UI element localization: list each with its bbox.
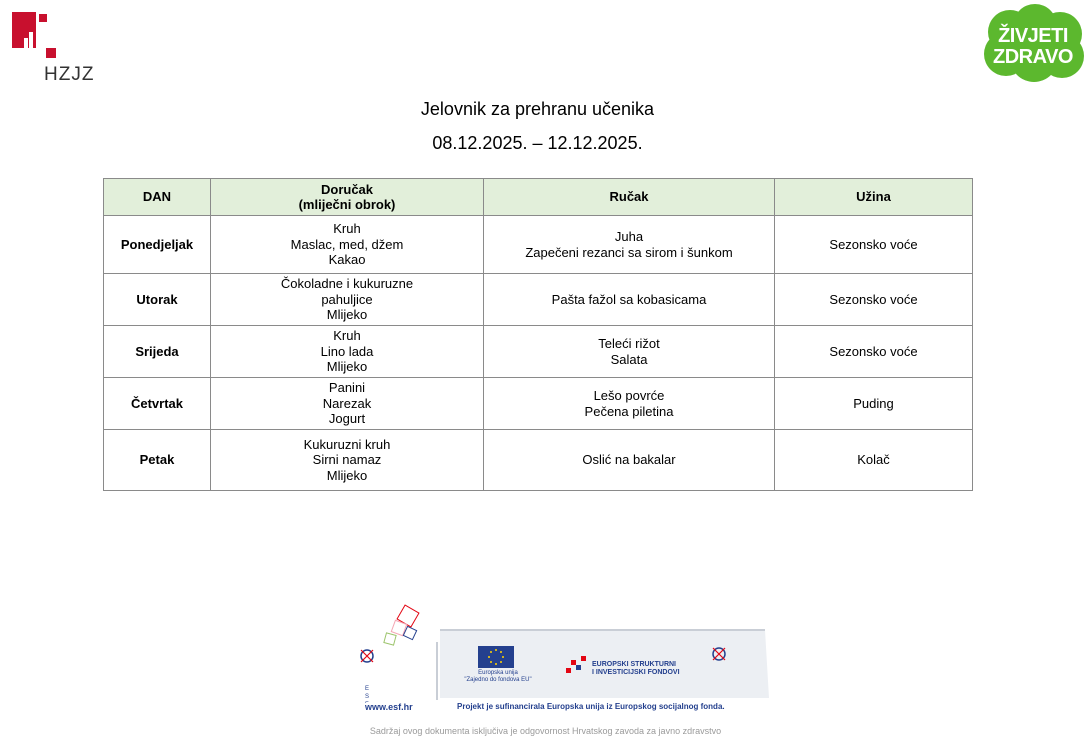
menu-table (103, 178, 973, 491)
table-row (104, 326, 973, 378)
header-day: DAN (104, 179, 211, 216)
esif-label: EUROPSKI STRUKTURNI I INVESTICIJSKI FONDOVI (592, 661, 680, 676)
lunch-cell: Pašta fažol sa kobasicama (484, 274, 775, 326)
table-row (104, 216, 973, 274)
snack-cell: Sezonsko voće (775, 216, 973, 274)
header-lunch: Ručak (484, 179, 775, 216)
svg-text:S: S (365, 694, 370, 700)
esf-banner-icon (345, 598, 775, 703)
zivjeti-zdravo-text (980, 26, 1086, 68)
day-cell: Četvrtak (104, 378, 211, 430)
funding-note: Projekt je sufinancirala Europska unija iz Europskog socijalnog fonda. (457, 702, 725, 711)
day-cell: Srijeda (104, 326, 211, 378)
lunch-cell: Teleći rižot Salata (484, 326, 775, 378)
breakfast-cell: Kruh Maslac, med, džem Kakao (211, 216, 484, 274)
breakfast-cell: Panini Narezak Jogurt (211, 378, 484, 430)
table-row (104, 378, 973, 430)
disclaimer-text: Sadržaj ovog dokumenta isključiva je odgovornost Hrvatskog zavoda za javno zdravstvo (369, 726, 722, 736)
snack-cell: Sezonsko voće (775, 326, 973, 378)
breakfast-cell: Kruh Lino lada Mlijeko (211, 326, 484, 378)
zz-line-1: ŽIVJETI (998, 25, 1068, 47)
hzjz-logo-mark-icon (10, 12, 70, 62)
esf-footer-logos (345, 598, 775, 718)
table-row (104, 274, 973, 326)
document-dates: 08.12.2025. – 12.12.2025. (432, 133, 643, 153)
day-cell: Utorak (104, 274, 211, 326)
esf-url-link[interactable]: www.esf.hr (365, 702, 413, 712)
breakfast-cell: Čokoladne i kukuruzne pahuljice Mlijeko (211, 274, 484, 326)
lunch-cell: Lešo povrće Pečena piletina (484, 378, 775, 430)
zz-line-2: ZDRAVO (993, 46, 1073, 68)
eu-caption: Europska unija "Zajedno do fondova EU" (464, 670, 532, 683)
svg-text:E: E (365, 686, 370, 692)
header-snack: Užina (775, 179, 973, 216)
table-row (104, 430, 973, 491)
header-breakfast: Doručak (mliječni obrok) (211, 179, 484, 216)
snack-cell: Sezonsko voće (775, 274, 973, 326)
zivjeti-zdravo-logo (980, 2, 1088, 84)
table-header-row (104, 179, 973, 216)
day-cell: Ponedjeljak (104, 216, 211, 274)
lunch-cell: Juha Zapečeni rezanci sa sirom i šunkom (484, 216, 775, 274)
hzjz-logo (10, 12, 105, 84)
snack-cell: Puding (775, 378, 973, 430)
breakfast-cell: Kukuruzni kruh Sirni namaz Mlijeko (211, 430, 484, 491)
day-cell: Petak (104, 430, 211, 491)
document-title: Jelovnik za prehranu učenika (420, 99, 655, 119)
hzjz-logo-text: HZJZ (44, 64, 95, 85)
lunch-cell: Oslić na bakalar (484, 430, 775, 491)
snack-cell: Kolač (775, 430, 973, 491)
